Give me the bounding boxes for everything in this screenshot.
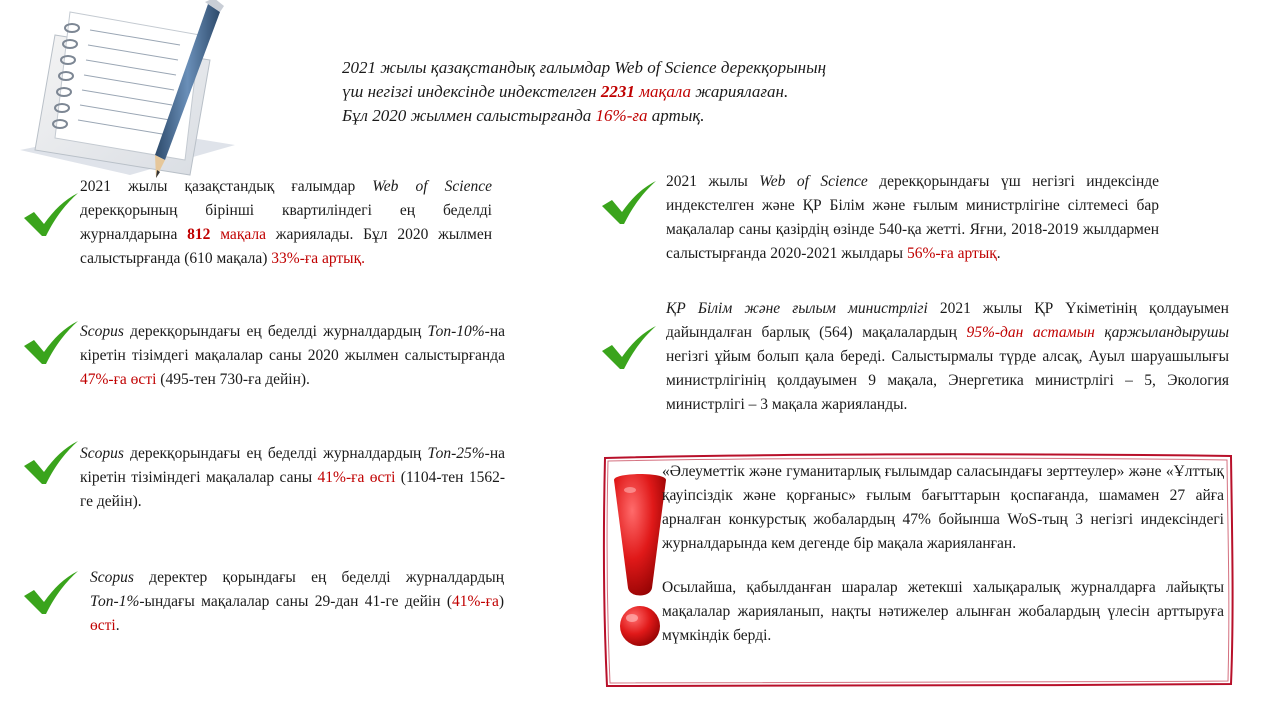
fact-text: дерекқорының бірінші квартиліндегі ең беделді журналдарына [80, 202, 492, 243]
fact-funder [666, 297, 1229, 417]
fact-q1-journals [80, 175, 492, 271]
fact-tier: Топ-1%- [90, 593, 145, 610]
fact-text: дерекқорындағы үш негізгі индексінде индекстелген және ҚР Білім және ғылым министрлігіне сілтемесі бар мақалалар саны қазірдің өзінде 540-қа жетті. Яғни, 2018-2019 жылдармен салыстырғанда 2020-2021 жылдары [666, 173, 1160, 262]
fact-text: деректер қорындағы ең беделді журналдардың [133, 569, 504, 586]
fact-db-name: Web of Science [759, 173, 868, 190]
fact-growth: 41%-ға [452, 593, 499, 610]
fact-tier: Топ-25%- [427, 445, 490, 462]
fact-count: 812 [187, 226, 211, 243]
fact-top25 [80, 442, 505, 514]
checkmark-icon [22, 320, 80, 366]
headline-line-2-end: жариялаған. [691, 82, 789, 101]
fact-tier: Топ-10%- [427, 323, 490, 340]
fact-text: негізгі ұйым болып қала береді. Салыстырмалы түрде алсақ, Ауыл шаруашылығы министрлігінің қолдауымен 9 мақала, Энергетика министрлігі – 5, Экология министрлігі – 3 мақала жарияланды. [666, 348, 1229, 413]
fact-text: (1104-тен 1562-ге дейін). [80, 469, 505, 510]
fact-text: на кіретін тізімдегі мақалалар саны 2020 жылмен салыстырғанда [80, 323, 505, 364]
fact-growth: 56%-ға артық [906, 245, 997, 262]
fact-db-name: Scopus [80, 323, 124, 340]
fact-top1 [90, 566, 504, 638]
fact-funder-word: қаржыландырушы [1104, 324, 1229, 341]
fact-text: жариялады. Бұл 2020 жылмен салыстырғанда (610 мақала) [80, 226, 493, 267]
fact-text: . [115, 617, 120, 634]
fact-text: дерекқорындағы ең беделді журналдардың [123, 445, 428, 462]
headline-article-count: 2231 [600, 82, 635, 101]
fact-db-name: Scopus [80, 445, 124, 462]
alert-paragraph-1: «Әлеуметтік және гуманитарлық ғылымдар саласындағы зерттеулер» және «Ұлттық қауіпсіздік және қорғаныс» ғылым бағыттарын қоспағанда, шамамен 27 айға арналған конкурстық жобалардың 47% бойынша WoS-тың 3 негізгі индексіндегі журналдарында кем дегенде бір мақала жарияланған. [662, 463, 1224, 552]
fact-growth-word: өсті [90, 617, 116, 634]
fact-text: ) [498, 593, 504, 610]
fact-text: (495-тен 730-ға дейін). [156, 371, 310, 388]
headline [342, 56, 982, 128]
checkmark-icon [22, 192, 80, 238]
checkmark-icon [600, 325, 658, 371]
fact-top10 [80, 320, 505, 392]
fact-wos-ministry [666, 170, 1159, 266]
alert-text [662, 460, 1224, 648]
fact-db-name: Web of Science [372, 178, 492, 195]
fact-db-name: Scopus [90, 569, 134, 586]
fact-text: 2021 жылы ҚР Үкіметінің қолдауымен дайындалған барлық (564) мақалалардың [666, 300, 1229, 341]
fact-ministry-name: ҚР Білім және ғылым министрлігі [666, 300, 928, 317]
fact-text: дерекқорындағы ең беделді журналдардың [123, 323, 428, 340]
checkmark-icon [22, 570, 80, 616]
fact-text: 2021 жылы [666, 173, 760, 190]
headline-line-1: 2021 жылы қазақстандық ғалымдар Web of Science дерекқорының [342, 58, 827, 77]
notebook-pencil-icon [0, 0, 245, 190]
fact-share: 95%-дан астамын [966, 324, 1095, 341]
fact-growth: 47%-ға өсті [80, 371, 157, 388]
checkmark-icon [22, 440, 80, 486]
headline-articles-word: мақала [634, 82, 692, 101]
headline-line-2: үш негізгі индексінде индекстелген [342, 82, 601, 101]
checkmark-icon [600, 180, 658, 226]
headline-line-3-end: артық. [647, 106, 705, 125]
fact-text: 2021 жылы қазақстандық ғалымдар [80, 178, 373, 195]
alert-paragraph-2: Осылайша, қабылданған шаралар жетекші халықаралық журналдарға лайықты мақалалар жарияланып, нақты нәтижелер алынған жобалардың үлесін арттыруға мүмкіндік берді. [662, 579, 1224, 644]
fact-growth: 41%-ға өсті [317, 469, 396, 486]
fact-growth: 33%-ға артық. [271, 250, 366, 267]
fact-text: на кіретін тізіміндегі мақалалар саны [80, 445, 505, 486]
fact-text: . [996, 245, 1001, 262]
fact-text: ындағы мақалалар саны 29-дан 41-ге дейін ( [144, 593, 453, 610]
fact-highlight: мақала [210, 226, 266, 243]
headline-line-3: Бұл 2020 жылмен салыстырғанда [342, 106, 596, 125]
headline-growth: 16%-ға [595, 106, 648, 125]
